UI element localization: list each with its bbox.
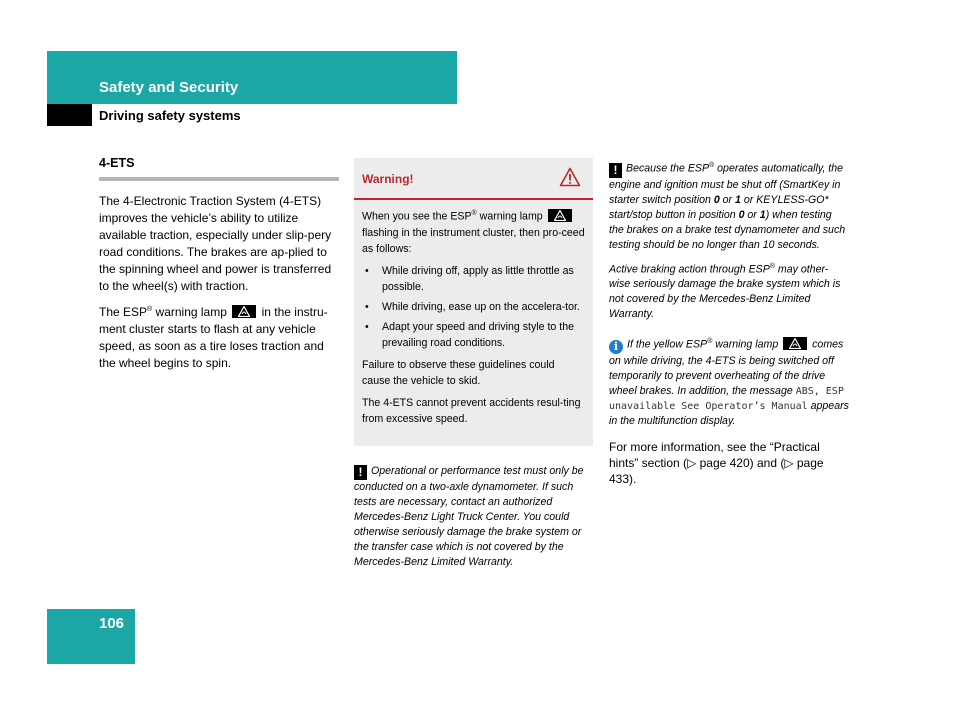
text-fragment: in the instru-ment cluster starts to flash at any vehicle speed, as soon as a tire loses traction and the wheel begins to spin.: [99, 305, 328, 370]
info-icon: i: [609, 340, 623, 354]
subsection-title: Driving safety systems: [99, 108, 241, 123]
warning-ets-text: The 4-ETS cannot prevent accidents resul-ting from excessive speed.: [362, 396, 581, 425]
esp-info-note: [609, 334, 849, 429]
text-fragment: The ESP: [99, 305, 148, 319]
warning-body: [354, 200, 593, 427]
position-value: 1: [759, 208, 766, 221]
list-item: [362, 263, 585, 295]
warning-title: Warning!: [362, 172, 414, 186]
exclamation-icon: !: [354, 465, 367, 480]
esp-warning-lamp-icon: [783, 337, 807, 350]
text-fragment: ) when testing the brakes on a brake test dynamometer and such testing should be no longer than 10 seconds.: [609, 208, 846, 251]
registered-mark: ®: [707, 338, 713, 346]
esp-warning-lamp-icon: [232, 305, 256, 318]
bullet: •: [365, 300, 369, 313]
registered-mark: ®: [709, 162, 715, 169]
warning-box: [354, 158, 593, 446]
ets-lamp-paragraph: [99, 301, 339, 372]
warning-header: [354, 158, 593, 200]
warning-failure-text: Failure to observe these guidelines could cause the vehicle to skid.: [362, 358, 555, 387]
list-item: [362, 299, 585, 315]
text-fragment: operates automatically, the engine and ignition must be shut off (SmartKey in starter switch position: [609, 162, 843, 206]
list-item-text: While driving off, apply as little throttle as possible.: [382, 264, 574, 293]
note-paragraph: [354, 464, 594, 570]
text-fragment: If the yellow ESP: [627, 338, 708, 351]
exclamation-icon: !: [609, 163, 622, 178]
list-item-text: Adapt your speed and driving style to the prevailing road conditions.: [382, 320, 574, 349]
warning-triangle-icon: [559, 167, 581, 192]
text-fragment: warning lamp: [712, 338, 779, 351]
text-fragment: or: [719, 193, 736, 206]
registered-mark: ®: [471, 210, 477, 217]
ets-heading: 4-ETS: [99, 155, 339, 181]
esp-braking-note: [609, 259, 849, 323]
text-fragment: or KEYLESS-GO* start/stop button in position: [609, 193, 829, 221]
ets-intro-paragraph: The 4-Electronic Traction System (4-ETS) improves the vehicle’s ability to utilize available traction, especially under slip-pery road conditions. The brakes are ap-plied to the spinning wheel and power is transferred to the wheel(s) with traction.: [99, 194, 332, 293]
note-text: Operational or performance test must only be conducted on a two-axle dynamometer. If such tests are necessary, contact an authorized Mercedes-Benz Light Truck Center. You could otherwise seriously damage the brake system or the transfer case which is not covered by the Mercedes-Benz Limited Warranty.: [354, 465, 584, 568]
text-fragment: When you see the ESP: [362, 210, 472, 223]
more-info-paragraph: For more information, see the “Practical hints” section (▷ page 420) and (▷ page 433).: [609, 439, 824, 486]
dynamometer-note: [354, 464, 594, 576]
text-fragment: may other-wise seriously damage the brake system which is not covered by the Mercedes-Benz Limited Warranty.: [609, 263, 841, 321]
bullet: •: [365, 264, 369, 277]
text-fragment: appears in the multifunction display.: [609, 399, 849, 427]
position-value: 1: [735, 193, 741, 206]
position-value: 0: [738, 208, 745, 221]
list-item: [362, 319, 585, 351]
position-value: 0: [713, 193, 720, 206]
text-fragment: flashing in the instrument cluster, then pro-ceed as follows:: [362, 226, 585, 255]
text-fragment: Active braking action through ESP: [609, 263, 770, 276]
list-item-text: While driving, ease up on the accelera-tor.: [382, 300, 580, 313]
registered-mark: ®: [147, 306, 153, 313]
text-fragment: Because the ESP: [626, 162, 710, 175]
text-fragment: or: [744, 208, 760, 221]
bullet: •: [365, 320, 369, 333]
text-fragment: warning lamp: [152, 305, 227, 319]
text-fragment: comes on while driving, the 4-ETS is being switched off temporarily to prevent overheating of the drive wheel brakes. In addition, the message: [609, 338, 844, 397]
display-message: ABS, ESP unavailable See Operator’s Manual: [609, 385, 844, 412]
header-band: [47, 51, 457, 104]
esp-warning-lamp-icon: [548, 209, 572, 222]
section-title: Safety and Security: [99, 79, 239, 96]
header-marker: [47, 104, 92, 126]
registered-mark: ®: [769, 262, 775, 270]
column-esp-notes: [609, 158, 849, 487]
warning-intro: [362, 206, 585, 257]
page-number: 106: [99, 615, 125, 632]
esp-shutoff-note: [609, 158, 849, 253]
text-fragment: warning lamp: [476, 210, 543, 223]
column-ets: [99, 155, 339, 378]
warning-bullet-list: [362, 263, 585, 351]
